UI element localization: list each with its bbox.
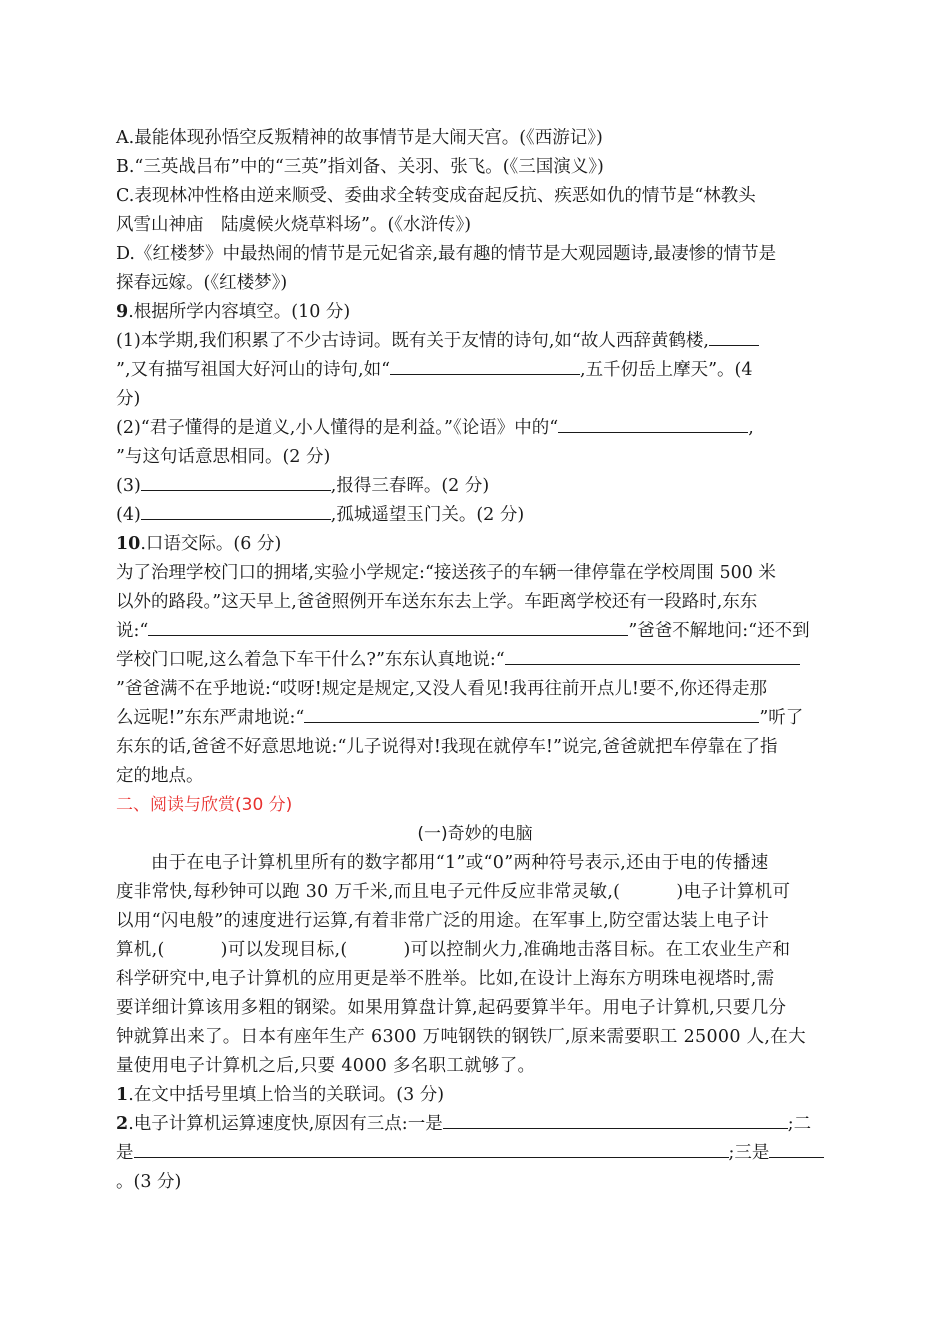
q10-blank2[interactable] (505, 646, 800, 665)
q10-title-text: .口语交际。(6 分) (140, 534, 282, 554)
reading-q2-blank2[interactable] (134, 1139, 729, 1158)
q9-p4-text-a: (4) (116, 505, 141, 525)
q9-p2-blank[interactable] (558, 414, 748, 433)
q8-option-a: A.最能体现孙悟空反叛精神的故事情节是大闹天宫。(《西游记》) (116, 128, 603, 148)
q10-line3 (116, 617, 834, 646)
q10-blank3[interactable] (304, 704, 759, 723)
passage-line7: 钟就算出来了。日本有座年生产 6300 万吨钢铁的钢铁厂,原来需要职工 25000 人,在大 (116, 1027, 806, 1047)
q10-l6-text-a: 么远呢!”东东严肃地说:“ (116, 708, 305, 728)
q9-p3-blank[interactable] (141, 472, 331, 491)
reading-q2-text-d: ;三是 (728, 1143, 770, 1163)
reading-q2-line3: 。(3 分) (116, 1172, 182, 1192)
q10-title (116, 530, 834, 559)
q8-option-c-line2: 风雪山神庙 陆虞候火烧草料场”。(《水浒传》) (116, 215, 472, 235)
q10-line2: 以外的路段。”这天早上,爸爸照例开车送东东去上学。车距离学校还有一段路时,东东 (116, 592, 758, 612)
q9-p3-text-b: ,报得三春晖。(2 分) (330, 476, 490, 496)
q9-title-text: .根据所学内容填空。(10 分) (128, 302, 351, 322)
q9-p1-blank2[interactable] (390, 356, 580, 375)
q9-part2-line2: ”与这句话意思相同。(2 分) (116, 447, 331, 467)
q10-l4-text: 学校门口呢,这么着急下车干什么?”东东认真地说:“ (116, 650, 505, 670)
passage-line3: 以用“闪电般”的速度进行运算,有着非常广泛的用途。在军事上,防空雷达装上电子计 (116, 911, 770, 931)
q9-p1-text-c: ,五千仞岳上摩天”。(4 (580, 360, 753, 380)
reading-q1-number: 1 (116, 1085, 129, 1105)
reading-q2-text-c: 是 (116, 1143, 134, 1163)
reading-q2-number: 2 (116, 1114, 129, 1134)
passage-line6: 要详细计算该用多粗的钢梁。如果用算盘计算,起码要算半年。用电子计算机,只要几分 (116, 998, 787, 1018)
reading-q1-text: .在文中括号里填上恰当的关联词。(3 分) (128, 1085, 445, 1105)
q9-part4 (116, 501, 834, 530)
passage-line4 (116, 936, 834, 965)
q9-p1-text-a: (1)本学期,我们积累了不少古诗词。既有关于友情的诗句,如“故人西辞黄鹤楼, (116, 331, 709, 351)
passage-l2-text-a: 度非常快,每秒钟可以跑 30 万千米,而且电子元件反应非常灵敏,( (116, 882, 621, 902)
passage-l2-text-b: )电子计算机可 (676, 882, 791, 902)
reading-q2-text-b: ;二 (787, 1114, 812, 1134)
q9-part1-line3: 分) (116, 389, 141, 409)
reading-q2-line2 (116, 1139, 834, 1168)
passage-line8: 量使用电子计算机之后,只要 4000 多名职工就够了。 (116, 1056, 536, 1076)
passage-line2 (116, 878, 834, 907)
passage-l4-text-b: )可以发现目标,( (220, 940, 348, 960)
q9-p2-text-b: , (748, 418, 754, 438)
q9-p4-text-b: ,孤城遥望玉门关。(2 分) (330, 505, 525, 525)
q9-part1-line1 (116, 327, 834, 356)
q10-line8: 定的地点。 (116, 766, 204, 786)
q10-line7: 东东的话,爸爸不好意思地说:“儿子说得对!我现在就停车!”说完,爸爸就把车停靠在了指 (116, 737, 778, 757)
q10-l6-text-b: ”听了 (759, 708, 804, 728)
reading-q2-line1 (116, 1110, 834, 1139)
q10-line1: 为了治理学校门口的拥堵,实验小学规定:“接送孩子的车辆一律停靠在学校周围 500 米 (116, 563, 776, 583)
q10-number: 10 (116, 534, 141, 554)
q9-p1-blank1[interactable] (709, 327, 759, 346)
passage-l4-text-a: 算机,( (116, 940, 165, 960)
section-heading: 二、阅读与欣赏(30 分) (116, 795, 293, 815)
reading-q2-blank3[interactable] (769, 1139, 824, 1158)
q9-title (116, 298, 834, 327)
q9-number: 9 (116, 302, 129, 322)
reading-q2-blank1[interactable] (443, 1110, 788, 1129)
q8-option-b: B.“三英战吕布”中的“三英”指刘备、关羽、张飞。(《三国演义》) (116, 157, 604, 177)
q10-line4 (116, 646, 834, 675)
q8-option-d-line2: 探春远嫁。(《红楼梦》) (116, 273, 288, 293)
reading-q1 (116, 1081, 834, 1110)
q9-p1-text-b: ”,又有描写祖国大好河山的诗句,如“ (116, 360, 391, 380)
passage-l4-text-c: )可以控制火力,准确地击落目标。在工农业生产和 (403, 940, 791, 960)
q8-option-c-line1: C.表现林冲性格由逆来顺受、委曲求全转变成奋起反抗、疾恶如仇的情节是“林教头 (116, 186, 756, 206)
q9-part3 (116, 472, 834, 501)
q9-p4-blank[interactable] (141, 501, 331, 520)
q10-l3-text-a: 说:“ (116, 621, 149, 641)
q10-l3-text-b: ”爸爸不解地问:“还不到 (628, 621, 810, 641)
q9-p3-text-a: (3) (116, 476, 141, 496)
passage-title: (一)奇妙的电脑 (417, 824, 533, 844)
reading-q2-text-a: .电子计算机运算速度快,原因有三点:一是 (128, 1114, 443, 1134)
passage-line1: 由于在电子计算机里所有的数字都用“1”或“0”两种符号表示,还由于电的传播速 (151, 853, 769, 873)
passage-line5: 科学研究中,电子计算机的应用更是举不胜举。比如,在设计上海东方明珠电视塔时,需 (116, 969, 775, 989)
q8-option-d-line1: D.《红楼梦》中最热闹的情节是元妃省亲,最有趣的情节是大观园题诗,最凄惨的情节是 (116, 244, 777, 264)
q9-part2-line1 (116, 414, 834, 443)
exam-page (116, 124, 834, 1197)
q10-line5: ”爸爸满不在乎地说:“哎呀!规定是规定,又没人看见!我再往前开点儿!要不,你还得走那 (116, 679, 768, 699)
q9-p2-text-a: (2)“君子懂得的是道义,小人懂得的是利益。”《论语》中的“ (116, 418, 559, 438)
q10-blank1[interactable] (148, 617, 628, 636)
q10-line6 (116, 704, 834, 733)
q9-part1-line2 (116, 356, 834, 385)
